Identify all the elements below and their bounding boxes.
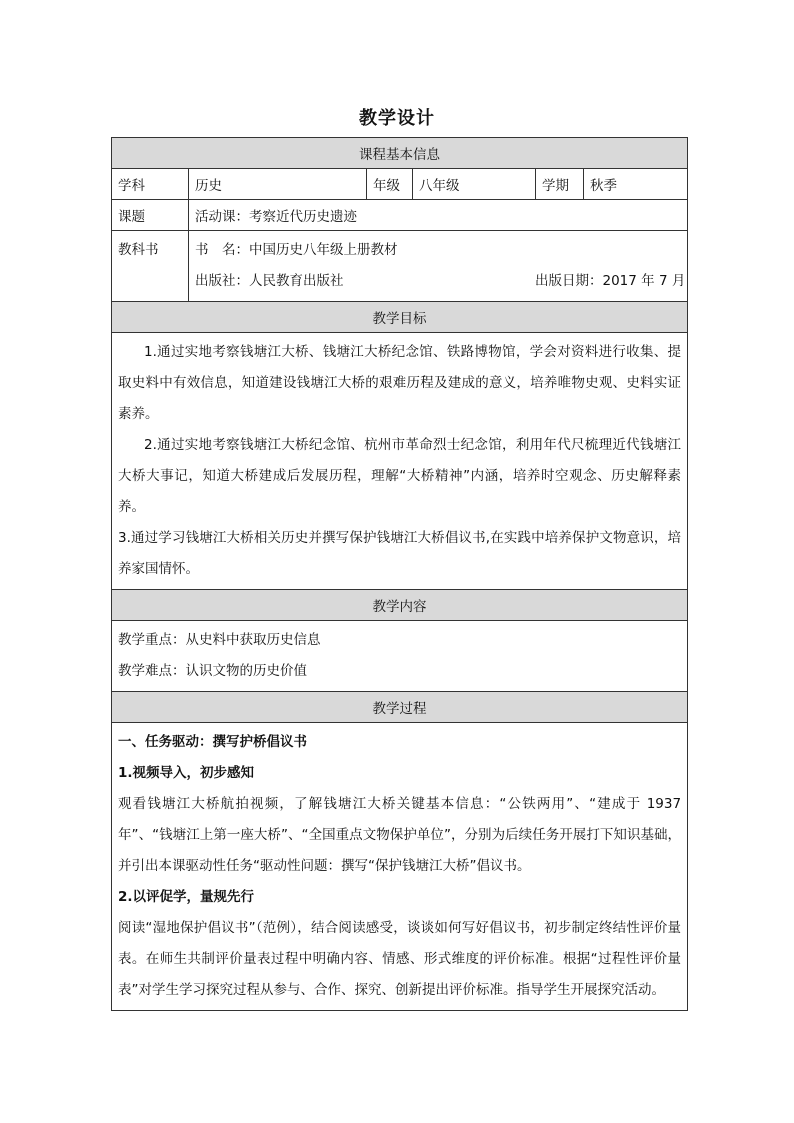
step-2-text: 阅读“湿地保护倡议书”（范例），结合阅读感受，谈谈如何写好倡议书，初步制定终结性评价量表。在师生共制评价量表过程中明确内容、情感、形式维度的评价标准。根据“过程性评价量表”对学生学习探究过程从参与、合作、探究、创新提出评价标准。指导学生开展探究活动。 [118, 920, 682, 998]
subject-value: 历史 [189, 169, 367, 200]
subject-label: 学科 [112, 169, 189, 200]
publisher-row [195, 266, 686, 297]
page-title: 教学设计 [359, 108, 435, 129]
topic-label: 课题 [112, 200, 189, 231]
content-body [112, 621, 688, 692]
term-value: 秋季 [584, 169, 688, 200]
basic-info-header: 课程基本信息 [112, 138, 688, 169]
objective-item: 2.通过实地考察钱塘江大桥纪念馆、杭州市革命烈士纪念馆，利用年代尺梳理近代钱塘江大桥大事记，知道大桥建成后发展历程，理解“大桥精神”内涵，培养时空观念、历史解释素养。 [118, 437, 682, 515]
publisher: 出版社：人民教育出版社 [195, 273, 344, 289]
step-2-title: 2.以评促学，量规先行 [118, 889, 255, 905]
section-1-title: 一、任务驱动：撰写护桥倡议书 [118, 734, 307, 750]
term-label: 学期 [536, 169, 584, 200]
objectives-header: 教学目标 [112, 302, 688, 333]
grade-value: 八年级 [413, 169, 536, 200]
textbook-info [189, 231, 688, 302]
objective-item: 1.通过实地考察钱塘江大桥、钱塘江大桥纪念馆、铁路博物馆，学会对资料进行收集、提取史料中有效信息，知道建设钱塘江大桥的艰难历程及建成的意义，培养唯物史观、史料实证素养。 [118, 344, 682, 422]
objective-item: 3.通过学习钱塘江大桥相关历史并撰写保护钱塘江大桥倡议书,在实践中培养保护文物意识，培养家国情怀。 [118, 530, 682, 577]
step-1-text: 观看钱塘江大桥航拍视频，了解钱塘江大桥关键基本信息：“公铁两用”、“建成于 1937 年”、“钱塘江上第一座大桥”、“全国重点文物保护单位”，分别为后续任务开展打下知识基础，并引出本课驱动性任务“驱动性问题：撰写“保护钱塘江大桥”倡议书。 [118, 796, 682, 874]
topic-value: 活动课：考察近代历史遗迹 [189, 200, 688, 231]
lesson-plan-table [111, 137, 688, 1011]
textbook-label [112, 231, 189, 302]
grade-label: 年级 [367, 169, 413, 200]
key-point: 教学重点：从史料中获取历史信息 [118, 632, 321, 648]
difficult-point: 教学难点：认识文物的历史价值 [118, 663, 307, 679]
content-header: 教学内容 [112, 590, 688, 621]
step-1-title: 1.视频导入，初步感知 [118, 765, 255, 781]
objectives-body [112, 333, 688, 590]
process-header: 教学过程 [112, 692, 688, 723]
book-name: 书 名：中国历史八年级上册教材 [195, 242, 398, 258]
textbook-label-text: 教科书 [118, 242, 159, 258]
publish-date: 出版日期：2017 年 7 月 [535, 273, 686, 289]
process-body [112, 723, 688, 1011]
